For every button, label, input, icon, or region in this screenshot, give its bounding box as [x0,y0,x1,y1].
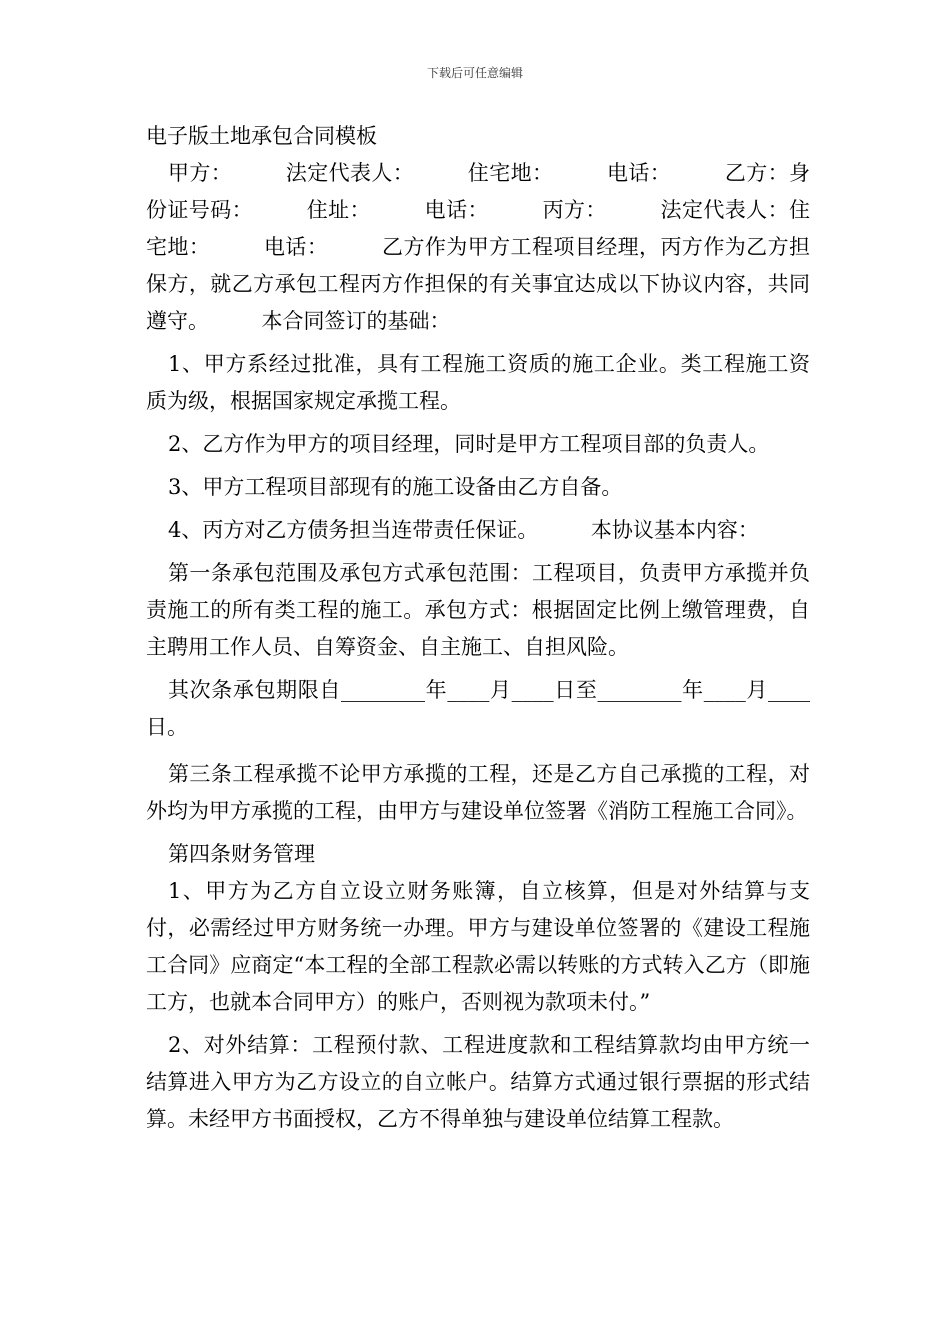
basis-item-2: 2、乙方作为甲方的项目经理，同时是甲方工程项目部的负责人。 [168,432,770,456]
article-4-item-2: 2、对外结算：工程预付款、工程进度款和工程结算款均由甲方统一结算进入甲方为乙方设立的自立帐户。结算方式通过银行票据的形式结算。未经甲方书面授权，乙方不得单独与建设单位结算工程款。 [146,1033,810,1131]
document-body [146,118,810,1138]
article-3: 第三条工程承揽不论甲方承揽的工程，还是乙方自己承揽的工程，对外均为甲方承揽的工程，由甲方与建设单位签署《消防工程施工合同》。 [146,762,810,823]
article-4-heading: 第四条财务管理 [168,842,315,866]
basis-item-4: 4、丙方对乙方债务担当连带责任保证。 本协议基本内容： [168,518,759,542]
article-4-item-1: 1、甲方为乙方自立设立财务账簿，自立核算，但是对外结算与支付，必需经过甲方财务统一办理。甲方与建设单位签署的《建设工程施工合同》应商定“本工程的全部工程款必需以转账的方式转入乙方（即施工方，也就本合同甲方）的账户，否则视为款项未付。” [146,879,810,1014]
parties-paragraph: 甲方： 法定代表人： 住宅地： 电话： 乙方：身份证号码： 住址： 电话： 丙方： 法定代表人：住宅地： 电话： 乙方作为甲方工程项目经理，丙方作为乙方担保方，就乙方承包工程丙方作担保的有关事宜达成以下协议内容，共同遵守。 本合同签订的基础： [146,161,810,333]
basis-item-3: 3、甲方工程项目部现有的施工设备由乙方自备。 [168,475,623,499]
basis-item-1: 1、甲方系经过批准，具有工程施工资质的施工企业。类工程施工资质为级，根据国家规定承揽工程。 [146,352,810,413]
document-title: 电子版土地承包合同模板 [146,124,377,148]
article-1: 第一条承包范围及承包方式承包范围：工程项目，负责甲方承揽并负责施工的所有类工程的施工。承包方式：根据固定比例上缴管理费，自主聘用工作人员、自筹资金、自主施工、自担风险。 [146,561,810,659]
article-2: 其次条承包期限自________年____月____日至________年____月____日。 [146,678,810,739]
page-header-note: 下载后可任意编辑 [426,66,523,80]
